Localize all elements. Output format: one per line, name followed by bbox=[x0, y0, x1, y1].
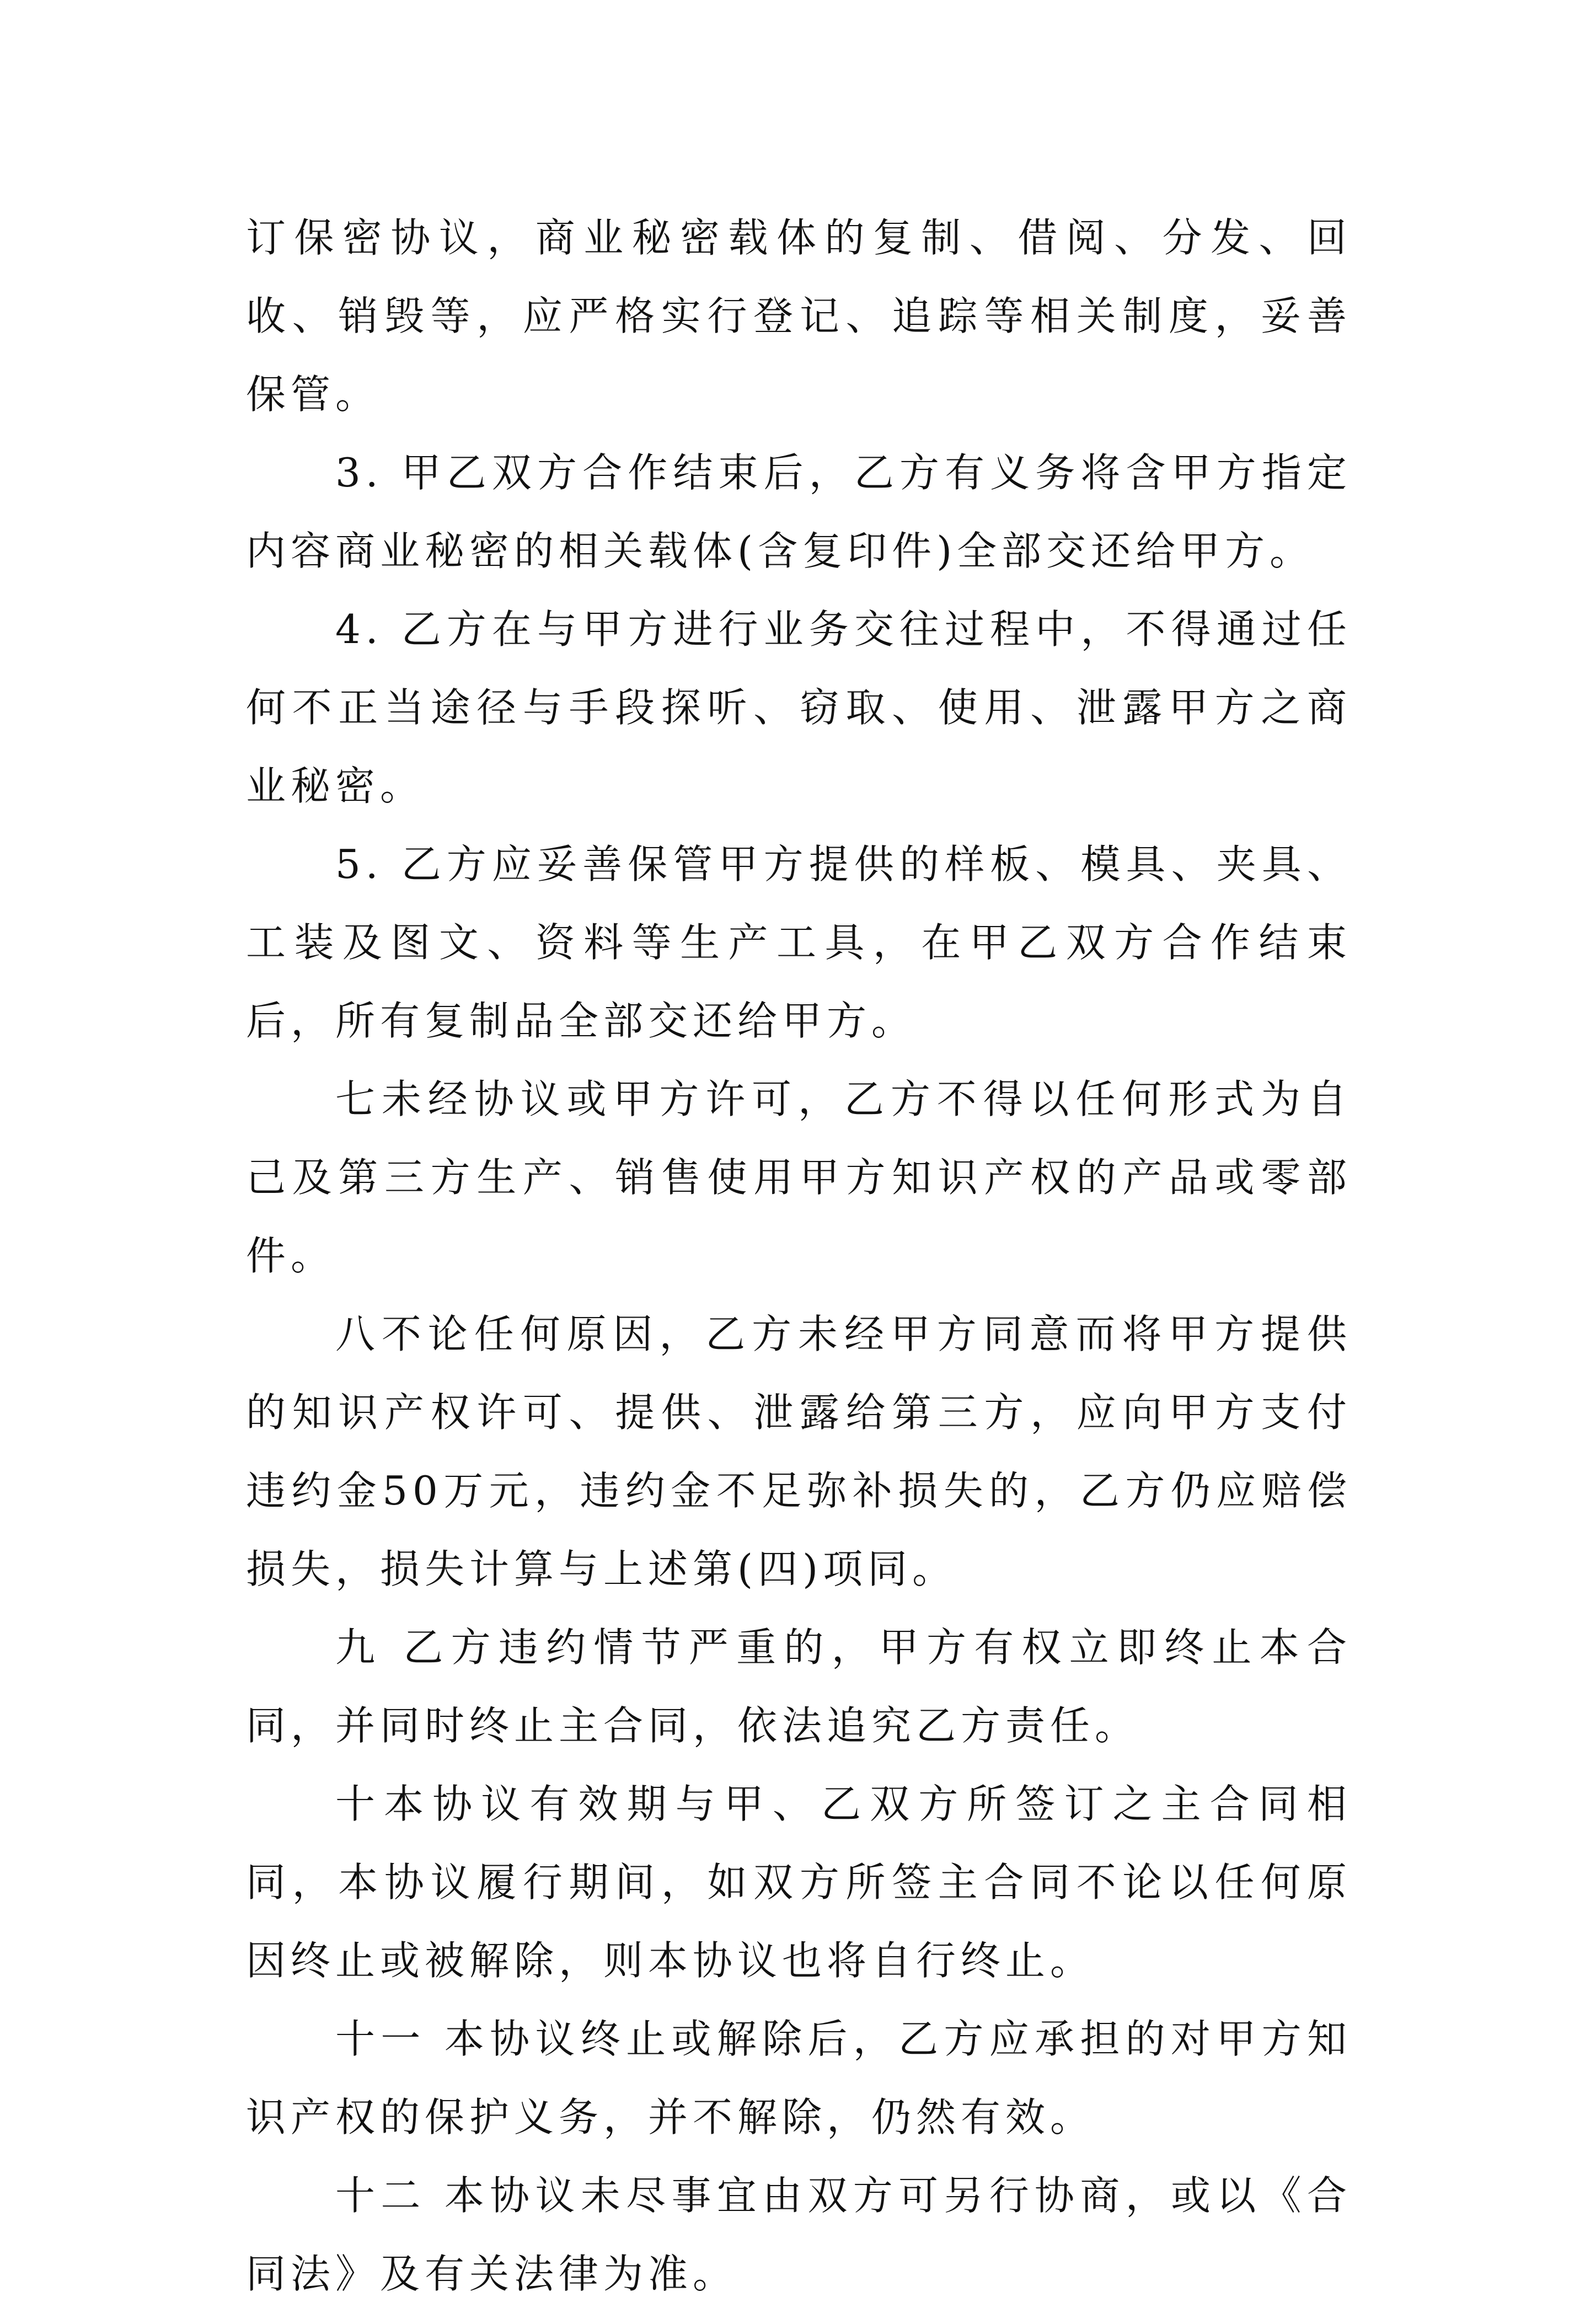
paragraph-article-11: 十一 本协议终止或解除后，乙方应承担的对甲方知识产权的保护义务，并不解除，仍然有效。 bbox=[246, 2016, 1352, 2140]
paragraph-continuation: 订保密协议，商业秘密载体的复制、借阅、分发、回收、销毁等，应严格实行登记、追踪等相关制度，妥善保管。 bbox=[246, 215, 1352, 417]
paragraph-article-10: 十本协议有效期与甲、乙双方所签订之主合同相同，本协议履行期间，如双方所签主合同不论以任何原因终止或被解除，则本协议也将自行终止。 bbox=[246, 1781, 1352, 1984]
paragraph-clause-3: 3. 甲乙双方合作结束后，乙方有义务将含甲方指定内容商业秘密的相关载体(含复印件)全部交还给甲方。 bbox=[246, 449, 1352, 574]
document-body bbox=[246, 199, 1352, 2313]
paragraph-article-7: 七未经协议或甲方许可，乙方不得以任何形式为自己及第三方生产、销售使用甲方知识产权的产品或零部件。 bbox=[246, 1076, 1352, 1279]
paragraph-article-12: 十二 本协议未尽事宜由双方可另行协商，或以《合同法》及有关法律为准。 bbox=[246, 2172, 1352, 2297]
paragraph-article-8: 八不论任何原因，乙方未经甲方同意而将甲方提供的知识产权许可、提供、泄露给第三方，应向甲方支付违约金50万元，违约金不足弥补损失的，乙方仍应赔偿损失，损失计算与上述第(四)项同。 bbox=[246, 1311, 1352, 1592]
paragraph-article-9: 九 乙方违约情节严重的，甲方有权立即终止本合同，并同时终止主合同，依法追究乙方责任。 bbox=[246, 1624, 1352, 1749]
paragraph-clause-4: 4. 乙方在与甲方进行业务交往过程中，不得通过任何不正当途径与手段探听、窃取、使用、泄露甲方之商业秘密。 bbox=[246, 606, 1352, 809]
paragraph-clause-5: 5. 乙方应妥善保管甲方提供的样板、模具、夹具、工装及图文、资料等生产工具，在甲乙双方合作结束后，所有复制品全部交还给甲方。 bbox=[246, 841, 1352, 1044]
